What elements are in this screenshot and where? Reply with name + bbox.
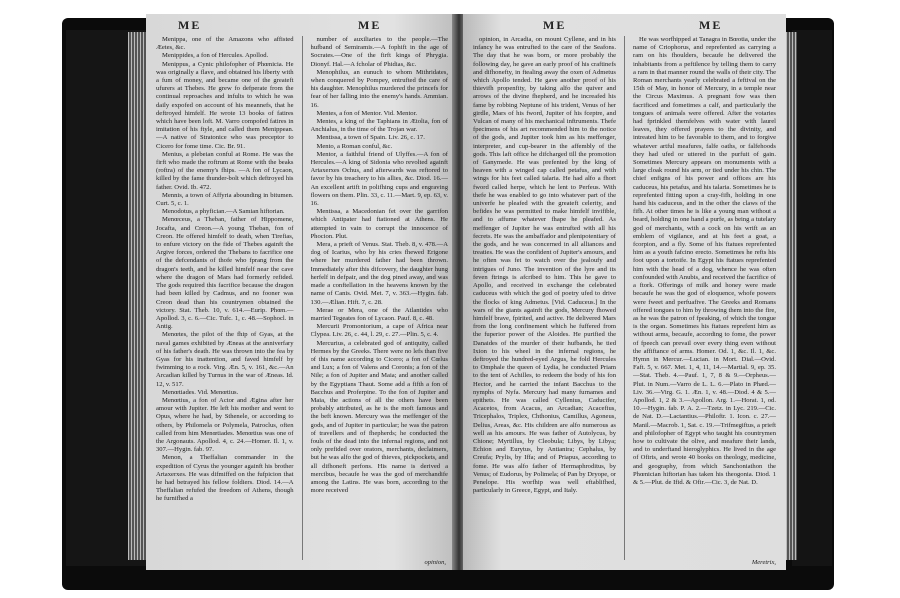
entry-paragraph: Mentes, a fon of Mentor. Vid. Mentor. bbox=[316, 109, 418, 117]
entry-paragraph: Mercurius, a celebrated god of antiquity, called Hermes by the Greeks. There were no lefs than five of this name according to Cicero; a fon of Cœlus and Lux; a fon of Valens and Coronis; a fon of the Nile; a fon of Jupiter and Maia; and another called by the Egyptians Thaut. Some add a fifth a fon of Bacchus and Proferpine. To the fon of Jupiter and Maia, the actions of all the others have been probably attributed, as he is the moft famous and the beft known. Mercury was the meffenger of the gods, and of Jupiter in particular; he was the patron of travellers and of fhepherds; he conducted the fouls of the dead into the infernal regions, and not only prefided over orators, merchants, declaimers, but he was alfo the god of thieves, pickpockets, and all difhoneft perfons. His name is derived a mercibus, becaufe he was the god of merchandife among the Latins. He was born, according to the more received bbox=[310, 339, 448, 495]
entry-paragraph: Mento, a Roman conful, &c. bbox=[316, 142, 393, 150]
entry-paragraph: Menon, a Theffalian commander in the expedition of Cyrus the younger againft his brother Artaxerxes. He was difmiffed on the fufpicion that he had betrayed his fellow foldiers. Diod. 14.—A Theffalian refufed the freedom of Athens, though he furnifhed a bbox=[156, 454, 294, 503]
entry-paragraph: Mera, a prieft of Venus. Stat. Theb. 8, v. 478.—A dog of Icarius, who by his cries fhewed Erigone where her murdered father had been thrown. Immediately after this difcovery, the daughter hung herfelf in defpair, and the dog pined away, and was made a conftellation in the heavens known by the name of Canis. Ovid. Met. 7, v. 363.—Hygin. fab. 130.—Ælian. Hift. 7, c. 28. bbox=[310, 241, 448, 306]
right-column-1 bbox=[473, 36, 616, 560]
entry-paragraph: Menippa, one of the Amazons who affisted Æetes, &c. bbox=[156, 36, 294, 52]
entry-paragraph: Mentissa, a Macedonian fet over the garrifon which Antipater had ftationed at Athens. He attempted in vain to corrupt the innocence of Phocion. Plut. bbox=[310, 208, 448, 240]
entry-paragraph: Mercurii Promontorium, a cape of Africa near Clypea. Liv. 26, c. 44, l. 29, c. 27.—Plin. 5, c. 4. bbox=[310, 323, 448, 339]
left-running-head-1: ME bbox=[178, 18, 202, 32]
left-page-edges bbox=[128, 32, 146, 560]
entry-paragraph: Menippus, a Cynic philofopher of Phœnicia. He was originally a flave, and obtained his liberty with a fum of money, and became one of the greateft ufurers at Thebes. He grew fo defperate from the continual reproaches and infults to which he was daily expofed on account of his meannefs, that he deftroyed himfelf. He wrote 13 books of fatires which have been loft. M. Varro compofed fatires in imitation of his ftyle, and called them Menippean.—A native of Stratonice who was preceptor to Cicero for fome time. Cic. Br. 91. bbox=[156, 60, 294, 150]
entry-paragraph: Mentissa, a town of Spain. Liv. 26, c. 17. bbox=[316, 134, 425, 142]
entry-paragraph: Menius, a plebeian conful at Rome. He was the firft who made the roftrum at Rome with the beaks (roftra) of the enemy's fhips. —A fon of Lycaon, killed by the fame thunder-bolt which deftroyed his father. Ovid. Ib. 472. bbox=[156, 150, 294, 191]
column-rule bbox=[302, 36, 303, 560]
left-columns bbox=[156, 36, 448, 560]
entry-paragraph: Menophilus, an eunuch to whom Mithridates, when conquered by Pompey, entrufted the care of his daughter. Menophilus murdered the princefs for fear of her falling into the enemy's hands. Ammian. 16. bbox=[310, 68, 448, 109]
entry-paragraph: Merae or Mera, one of the Atlantides who married Tegeates fon of Lycaon. Pauf. 8, c. 48. bbox=[310, 306, 448, 322]
left-column-1 bbox=[156, 36, 294, 560]
entry-paragraph: Menœceus, a Theban, father of Hippomene, Jocafta, and Creon.—A young Theban, fon of Creon. He offered himfelf to death, when Tirefias, to enfure victory on the fide of Thebes againft the Argive forces, ordered the Thebans to facrifice one of the defcendants of thofe who fprang from the dragon's teeth, and he killed himfelf near the cave where the dragon of Mars had formerly refided. The gods required this facrifice because the dragon had been killed by Cadmus, and no fooner was Creon dead than his countrymen obtained the victory. Stat. Theb. 10, v. 614.—Eurip. Phœn.—Apollod. 3, c. 6.—Cic. Tufc. 1, c. 48.—Sophocl. in Antig. bbox=[156, 216, 294, 331]
right-catchword: Meretrix, bbox=[751, 559, 776, 566]
column-rule bbox=[624, 36, 625, 560]
entry-paragraph: Menœtius, a fon of Actor and Ægina after her amour with Jupiter. He left his mother and went to Opus, where he had, by Sthenele, or according to others, by Philomela or Polymela, Patroclus, often called from him Menœtiades. Menœtius was one of the Argonauts. Apollod. 4, c. 24.—Homer. Il. 1, v. 307.—Hygin. fab. 97. bbox=[156, 396, 294, 454]
entry-paragraph: Menippides, a fon of Hercules. Apollod. bbox=[162, 52, 269, 60]
entry-paragraph: Menodotus, a phyfician.—A Samian hiftorian. bbox=[162, 208, 285, 216]
entry-paragraph: Menœtes, the pilot of the fhip of Gyas, at the naval games exhibited by Æneas at the anniverfary of his father's death. He was thrown into the fea by Gyas for his inattention, and faved himfelf by fwimming to a rock. Virg. Æn. 5, v. 161, &c.—An Arcadian killed by Turnus in the war of Æneas. Id. 12, v. 517. bbox=[156, 331, 294, 388]
left-page bbox=[146, 14, 456, 570]
entry-paragraph: opinion, in Arcadia, on mount Cyllene, and in his infancy he was entrufted to the care of the Seafons. The day that he was born, or more probably the following day, he gave an early proof of his craftinefs and difhonefty, in ftealing away the oxen of Admetus which Apollo tended. He gave another proof of his thievifh propenfity, by taking alfo the quiver and arrows of the divine fhepherd, and he increafed his fame by robbing Neptune of his trident, Venus of her girdle, Mars of his fword, Jupiter of his fceptre, and Vulcan of many of his mechanical inftruments. Thefe fpecimens of his art recommended him to the notice of the gods, and Jupiter took him as his meffenger, interpreter, and cup-bearer in the affembly of the gods. This laft office he difcharged till the promotion of Ganymede. He was prefented by the king of heaven with a winged cap called petafus, and with wings for his feet called talaria. He had alfo a fhort fword called herpe, which he lent to Perfeus. With thefe he was enabled to go into whatever part of the univerfe he pleafed with the greateft celerity, and befides he was permitted to make himfelf invifible, and to affume whatever fhape he pleafed. As meffenger of Jupiter he was entrufted with all his fecrets. He was the ambaffador and plenipotentiary of the gods, and he was concerned in all alliances and treaties. He was the confident of Jupiter's amours, and he often was fet to watch over the jealoufy and intrigues of Juno. The invention of the lyre and its feven ftrings is afcribed to him. This he gave to Apollo, and received in exchange the celebrated caduceus with which the god of poetry ufed to drive the flocks of king Admetus. [Vid. Caduceus.] In the wars of the giants againft the gods, Mercury fhowed himfelf brave, fpirited, and active. He delivered Mars from the long confinement which he fuffered from the fuperior power of the Aloides. He purified the Danaides of the murder of their hufbands, he tied Ixion to his wheel in the infernal regions, he deftroyed the hundred-eyed Argus, he fold Hercules to Omphale the queen of Lydia, he conducted Priam to the tent of Achilles, to redeem the body of his fon Hector, and he carried the infant Bacchus to the nymphs of Nyfa. Mercury had many furnames and epithets. He was called Cyllenius, Caducifer, Acacetos, from Acacus, an Arcadian; Acacefius, Tricephalos, Triplex, Chthonius, Camillus, Agoneus, Delius, Areas, &c. His children are alfo numerous as well as his amours. He was father of Autolycus, by Chione; Myrtillus, by Cleobula; Libys, by Libya; Echion and Eurytus, by Antianira; Cephalus, by Creufa; Prylis, by Iffa; and of Priapus, according to fome. He was alfo father of Hermaphroditus, by Venus; of Eudorus, by Polimela; of Pan by Dryope, or Penelope. His worfhip was well eftablifhed, particularly in Greece, Egypt, and Italy. bbox=[473, 36, 616, 495]
right-page bbox=[463, 14, 786, 570]
right-columns bbox=[473, 36, 776, 560]
entry-paragraph: number of auxiliaries to the people.—The hufband of Semiramis.—A fophift in the age of Socrates.—One of the firft kings of Phrygia. Dionyf. Hal.—A fcholar of Phidias, &c. bbox=[310, 36, 448, 68]
right-cover bbox=[792, 30, 832, 566]
entry-paragraph: Mennis, a town of Affyria abounding in bitumen. Curt. 5, c. 1. bbox=[156, 191, 294, 208]
entry-paragraph: He was worfhipped at Tanagra in Bœotia, under the name of Criophorus, and reprefented as carrying a ram on his fhoulders, becaufe he delivered the inhabitants from a peftilence by telling them to carry a ram in that manner round the walls of their city. The Roman merchants yearly celebrated a feftival on the 15th of May, in honor of Mercury, in a temple near the Circus Maximus. A pregnant fow was then facrificed and fometimes a calf, and particularly the tongues of animals were offered. After the votaries had fprinkled themfelves with water with laurel leaves, they offered prayers to the divinity, and intreated him to be favorable to them, and to forgive whatever artful meafures, falfe oaths, or falfehoods they had ufed or uttered in the purfuit of gain. Sometimes Mercury appears on monuments with a large cloak round his arm, or tied under his chin. The chief enfigns of his power and offices are his caduceus, his petafus, and his talaria. Sometimes he is reprefented fitting upon a cray-fifh, holding in one hand his caduceus, and in the other the claws of the fifh. At other times he is like a young man without a beard, holding in one hand a purfe, as being a tutelary god of merchants, with a cock on his wrift as an emblem of vigilance, and at his feet a goat, a fcorpion, and a fly. Some of his ftatues reprefented him as a youth fafcino erecto. Sometimes he refts his foot upon a tortoife. In Egypt his ftatues reprefented him with the head of a dog, whence he was often confounded with Anubis, and received the facrifice of a ftork. Offerings of milk and honey were made becaufe he was the god of eloquence, whofe powers were fweet and perfuafive. The Greeks and Romans offered tongues to him by throwing them into the fire, as he was the patron of fpeaking, of which the tongue is the organ. Sometimes his ftatues reprefent him as without arms, becaufe, according to fome, the power of fpeech can prevail over every thing even without the affiftance of arms. Homer. Od. 1, &c. Il. 1, &c. Hymn in Mercur.—Lucian. in Mort. Dial.—Ovid. Faft. 5, v. 667. Met. 1, 4, 11, 14.—Martial. 9, ep. 35.—Stat. Theb. 4.—Pauf. 1, 7, 8 & 9.—Orpheus.—Plut. in Num.—Varro de L. L. 6.—Plato in Phæd.—Liv. 36.—Virg. G. 1. Æn. 1, v. 48.—Diod. 4 & 5.—Apollod. 1, 2 & 3.—Apollon. Arg. 1.—Horat. 1, od. 10.—Hygin. fab. P. A. 2.—Tzetz. in Lyc. 219.—Cic. de Nat. D.—Lactantius.—Philoftr. 1. Icon. c. 27.—Manil.—Macrob. 1, Sat. c. 19.—Trifmegiftus, a prieft and philofopher of Egypt who taught his countrymen how to cultivate the olive, and meafure their lands, and to underftand hieroglyphics. He lived in the age of Ofiris, and wrote 40 books on theology, medicine, and geography, from which Sanchoniathon the Phœnician hiftorian has taken his theogonia. Diod. 1 & 5.—Plut. de Ifid. & Ofir.—Cic. 3, de Nat. D. bbox=[633, 36, 776, 486]
right-running-head-2: ME bbox=[699, 18, 723, 32]
entry-paragraph: Mentes, a king of the Taphians in Ætolia, fon of Anchialus, in the time of the Trojan war. bbox=[310, 118, 448, 134]
left-column-2 bbox=[311, 36, 449, 560]
right-running-head-1: ME bbox=[543, 18, 567, 32]
left-catchword: opinion, bbox=[424, 559, 446, 566]
entry-paragraph: Mentor, a faithful friend of Ulyffes.—A fon of Hercules.—A king of Sidonia who revolted againft Artaxerxes Ochus, and afterwards was reftored to favor by his treachery to his allies, &c. Diod. 16.—An excellent artift in polifhing cups and engraving flowers on them. Plin. 33, c. 11.—Mart. 9, ep. 63, v. 16. bbox=[310, 150, 448, 208]
right-column-2 bbox=[633, 36, 776, 560]
entry-paragraph: Menœtiades. Vid. Menœtius. bbox=[162, 388, 239, 396]
left-running-head-2: ME bbox=[358, 18, 382, 32]
